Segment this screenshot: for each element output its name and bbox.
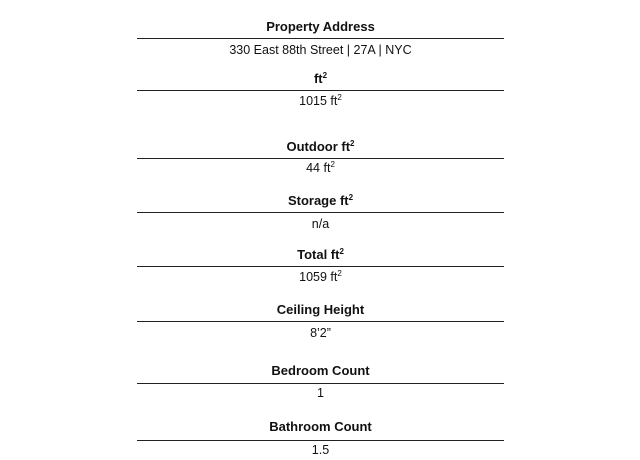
field-value: 330 East 88th Street | 27A | NYC <box>229 43 412 57</box>
field-label: Outdoor $ft^2$ <box>286 139 355 154</box>
divider <box>137 90 504 91</box>
divider <box>137 38 504 39</box>
field-property-address <box>137 19 504 58</box>
field-bathroom-count <box>137 419 504 458</box>
divider <box>137 440 504 441</box>
field-label: Ceiling Height <box>276 302 365 317</box>
field-value: n/a <box>311 217 330 231</box>
field-value: 1.5 <box>311 443 330 457</box>
divider <box>137 321 504 322</box>
field-label: Bathroom Count <box>269 419 372 434</box>
divider <box>137 266 504 267</box>
field-label: Storage $ft^2$ <box>287 193 354 208</box>
field-value: 1015 $ft^2$ <box>299 93 342 108</box>
field-square-feet <box>137 71 504 109</box>
field-label: Bedroom Count <box>271 363 370 378</box>
field-storage-square-feet <box>137 193 504 232</box>
divider <box>137 158 504 159</box>
field-value: 1 <box>317 386 324 400</box>
field-total-square-feet <box>137 247 504 285</box>
field-value: 1059 $ft^2$ <box>299 269 342 284</box>
field-outdoor-square-feet <box>137 139 504 176</box>
field-value: 8’2” <box>310 326 331 340</box>
field-label: Property Address <box>266 19 375 34</box>
field-bedroom-count <box>137 363 504 401</box>
field-label: Total $ft^2$ <box>297 247 344 262</box>
field-value: 44 $ft^2$ <box>306 160 335 175</box>
divider <box>137 212 504 213</box>
field-ceiling-height <box>137 302 504 341</box>
divider <box>137 383 504 384</box>
field-label: $ft^2$ <box>313 71 328 86</box>
